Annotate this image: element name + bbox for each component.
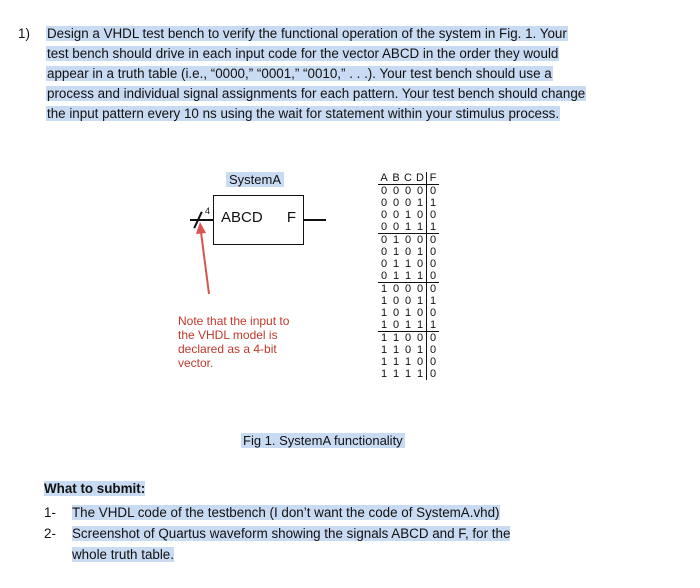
input-cell: 0 [414, 234, 427, 247]
input-cell: 0 [380, 270, 388, 282]
truth-table-row [378, 356, 439, 368]
input-cell: 0 [416, 307, 424, 319]
input-cell: 0 [402, 283, 414, 296]
truth-table-row [378, 295, 439, 307]
note-arrow [196, 222, 220, 298]
input-cell: 0 [404, 246, 412, 258]
input-cell: 1 [392, 356, 400, 368]
input-cell: 1 [392, 368, 400, 380]
input-cell: 0 [392, 221, 400, 233]
input-cell: 1 [380, 307, 388, 319]
input-cell: 1 [416, 319, 424, 331]
input-cell: 1 [404, 270, 412, 282]
truth-table-row [378, 319, 439, 332]
input-cell: 0 [380, 246, 388, 258]
input-cell: 1 [380, 356, 388, 368]
submit-item-text: whole truth table. [72, 547, 174, 562]
problem-text [46, 24, 658, 124]
output-cell: 0 [427, 344, 440, 356]
output-cell: 0 [427, 332, 440, 345]
input-cell: 1 [404, 209, 412, 221]
input-cell: 0 [378, 234, 390, 247]
truth-table-row [378, 270, 439, 283]
input-cell: 0 [416, 258, 424, 270]
input-cell: 1 [378, 332, 390, 345]
output-cell: 0 [427, 185, 440, 198]
input-cell: 0 [392, 209, 400, 221]
output-wire [304, 219, 326, 221]
truth-table-row [378, 332, 439, 345]
output-cell: 0 [427, 270, 440, 283]
problem-line: Design a VHDL test bench to verify the functional operation of the system in Fig. 1. Your [47, 26, 567, 41]
input-cell: 1 [380, 344, 388, 356]
problem-statement [18, 24, 658, 124]
submit-item-number: 2- [44, 526, 56, 541]
input-cell: 1 [416, 368, 424, 380]
output-cell: 0 [427, 283, 440, 296]
input-cell: 1 [404, 307, 412, 319]
truth-table-row [378, 368, 439, 380]
input-cell: 1 [392, 258, 400, 270]
input-cell: 0 [416, 209, 424, 221]
truth-table-row [378, 283, 439, 296]
note [178, 314, 348, 370]
input-cell: 1 [392, 344, 400, 356]
note-line: Note that the input to [178, 314, 290, 328]
input-cell: 0 [392, 307, 400, 319]
input-cell: 0 [380, 221, 388, 233]
input-cell: 0 [390, 283, 402, 296]
input-cell: 1 [404, 221, 412, 233]
input-cell: 1 [416, 221, 424, 233]
input-cell: 0 [404, 295, 412, 307]
note-line: vector. [178, 356, 214, 370]
input-cell: 0 [392, 197, 400, 209]
input-cell: 0 [404, 344, 412, 356]
truth-table-header [378, 172, 439, 185]
input-cell: 0 [402, 332, 414, 345]
input-cell: 1 [380, 368, 388, 380]
truth-table-row [378, 197, 439, 209]
input-cell: 1 [378, 283, 390, 296]
input-port-label: ABCD [221, 209, 263, 226]
input-cell: 0 [380, 258, 388, 270]
truth-table-row [378, 246, 439, 258]
problem-line: appear in a truth table (i.e., “0000,” “0001,” “0010,” . . .). Your test bench should use a [47, 66, 552, 81]
input-cell: 0 [380, 197, 388, 209]
submit-item-text: The VHDL code of the testbench (I don’t want the code of SystemA.vhd) [72, 505, 500, 520]
input-cell: 1 [416, 344, 424, 356]
problem-line: test bench should drive in each input code for the vector ABCD in the order they would [47, 46, 559, 61]
input-cell: 1 [416, 270, 424, 282]
output-cell: 0 [427, 368, 440, 380]
input-cell: 0 [404, 197, 412, 209]
output-cell: 1 [427, 319, 440, 332]
output-cell: 1 [427, 221, 440, 234]
output-cell: 0 [427, 307, 440, 319]
truth-table-row [378, 234, 439, 247]
header-cell: D [414, 172, 427, 185]
input-cell: 1 [404, 258, 412, 270]
input-cell: 1 [380, 295, 388, 307]
submit-item [44, 523, 664, 565]
input-cell: 1 [416, 295, 424, 307]
note-line: the VHDL model is [178, 328, 278, 342]
output-cell: 1 [427, 295, 440, 307]
input-cell: 0 [380, 185, 388, 197]
input-cell: 1 [392, 270, 400, 282]
submit-heading: What to submit: [44, 481, 146, 496]
input-cell: 0 [404, 185, 412, 197]
note-line: declared as a 4-bit [178, 342, 277, 356]
submit-item [44, 502, 664, 523]
output-cell: 0 [427, 246, 440, 258]
problem-number: 1) [18, 26, 30, 41]
input-cell: 1 [392, 246, 400, 258]
truth-table-row [378, 221, 439, 234]
truth-table-row [378, 307, 439, 319]
system-block [213, 195, 304, 245]
submit-list [44, 502, 664, 565]
header-cell: B [390, 172, 402, 185]
system-title: SystemA [226, 172, 284, 187]
input-cell: 0 [416, 185, 424, 197]
submit-item-number: 1- [44, 505, 56, 520]
output-cell: 0 [427, 234, 440, 247]
input-cell: 1 [404, 368, 412, 380]
output-cell: 1 [427, 197, 440, 209]
input-cell: 1 [404, 356, 412, 368]
output-cell: 0 [427, 258, 440, 270]
figure-caption: Fig 1. SystemA functionality [243, 433, 403, 448]
input-cell: 0 [414, 283, 427, 296]
input-cell: 0 [416, 356, 424, 368]
bus-width-label: 4 [205, 206, 211, 216]
input-cell: 1 [416, 246, 424, 258]
input-cell: 1 [380, 319, 388, 331]
output-cell: 0 [427, 209, 440, 221]
input-cell: 1 [390, 332, 402, 345]
input-wire [190, 219, 213, 221]
output-cell: 0 [427, 356, 440, 368]
truth-table-row [378, 209, 439, 221]
header-cell: F [427, 172, 440, 185]
problem-line: process and individual signal assignments for each pattern. Your test bench should change [47, 86, 586, 101]
input-cell: 0 [392, 319, 400, 331]
input-cell: 0 [392, 295, 400, 307]
output-port-label: F [286, 209, 296, 226]
truth-table-row [378, 344, 439, 356]
input-cell: 0 [392, 185, 400, 197]
header-cell: C [402, 172, 414, 185]
header-cell: A [378, 172, 390, 185]
submit-item-text: Screenshot of Quartus waveform showing the signals ABCD and F, for the [72, 526, 511, 541]
truth-table-row [378, 185, 439, 198]
input-cell: 1 [404, 319, 412, 331]
input-cell: 1 [390, 234, 402, 247]
problem-line: the input pattern every 10 ns using the wait for statement within your stimulus process. [47, 106, 560, 121]
input-cell: 0 [380, 209, 388, 221]
input-cell: 0 [414, 332, 427, 345]
truth-table-row [378, 258, 439, 270]
input-cell: 1 [416, 197, 424, 209]
truth-table [378, 172, 439, 380]
input-cell: 0 [402, 234, 414, 247]
